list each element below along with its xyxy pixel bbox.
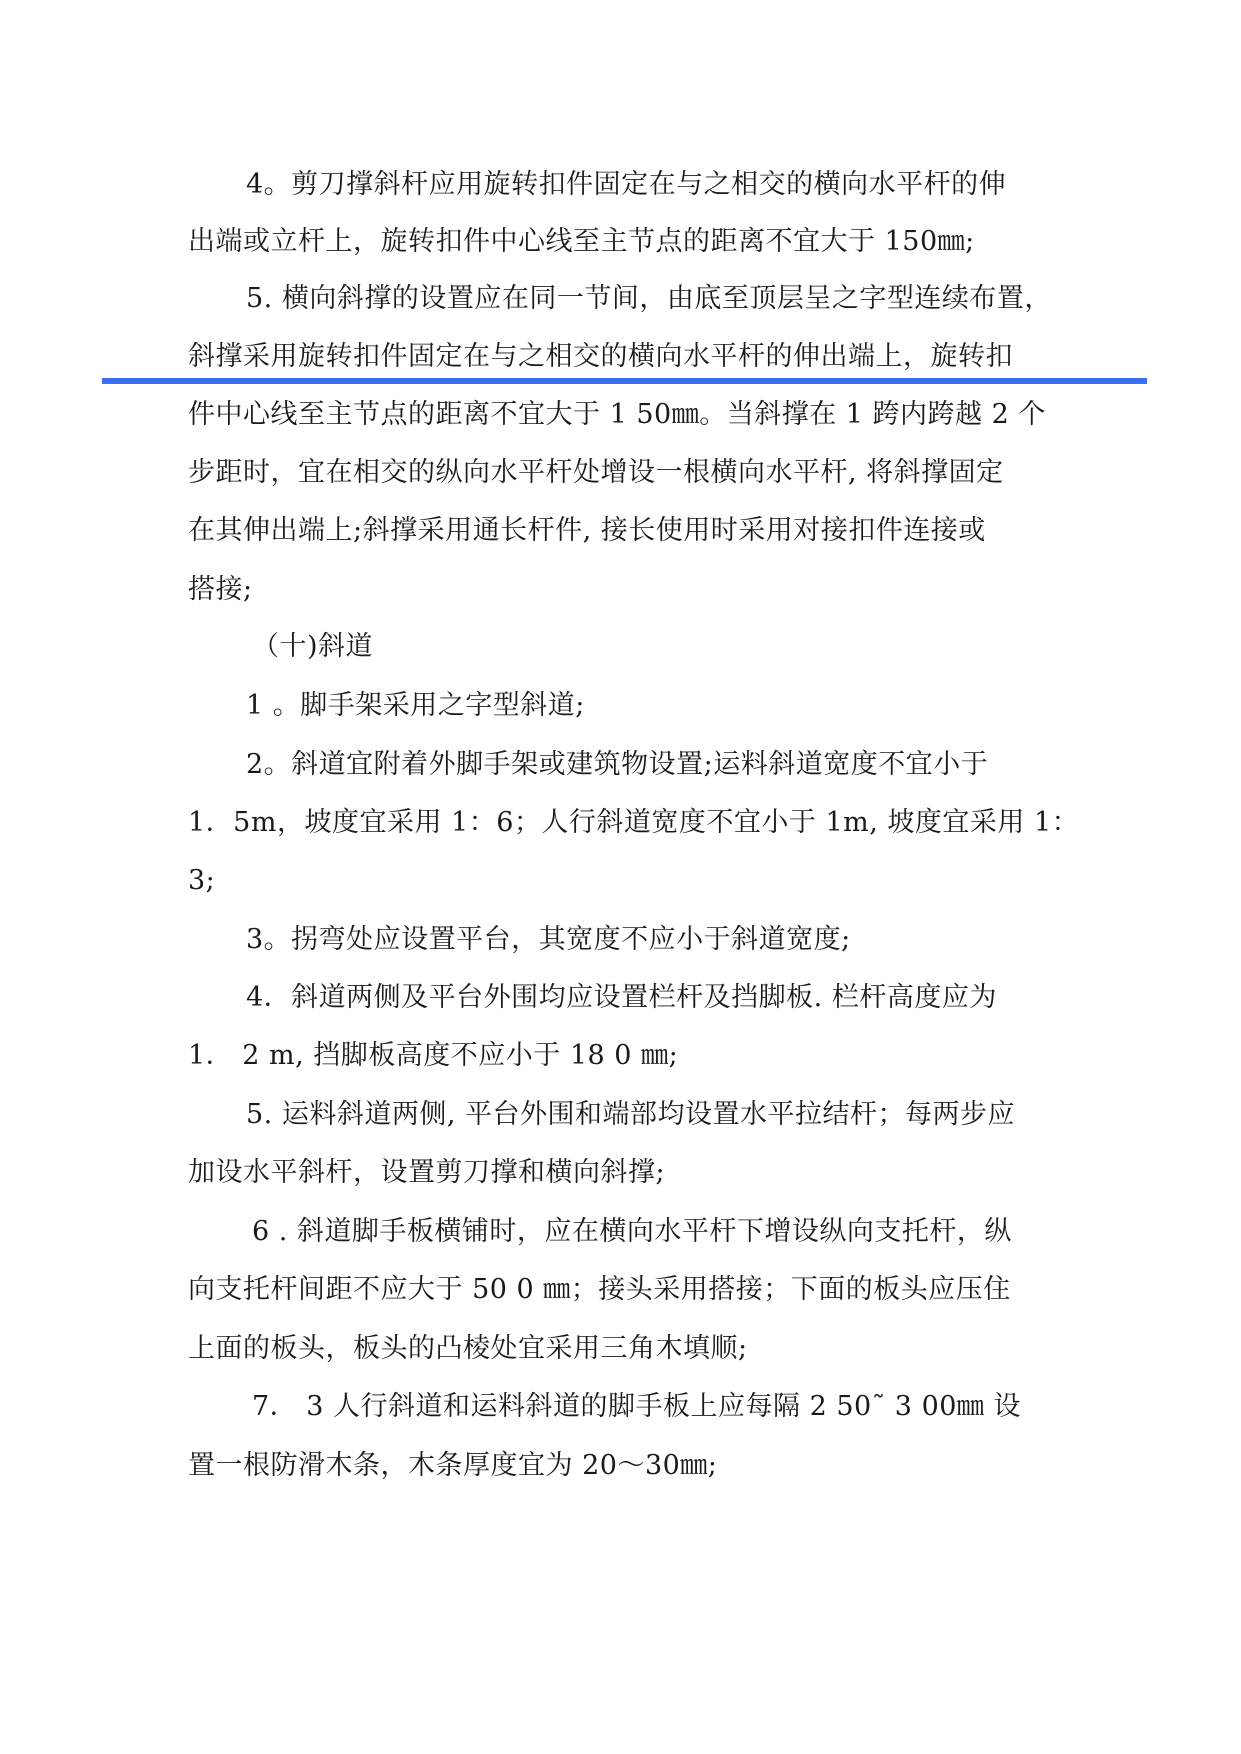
highlight-rule — [102, 378, 1147, 384]
text-line-18: 加设水平斜杆，设置剪刀撑和横向斜撑; — [188, 1157, 666, 1188]
text-line-11: 2。斜道宜附着外脚手架或建筑物设置;运料斜道宽度不宜小于 — [246, 749, 989, 780]
text-line-3: 5. 横向斜撑的设置应在同一节间，由底至顶层呈之字型连续布置， — [246, 283, 1052, 314]
text-line-4: 斜撑采用旋转扣件固定在与之相交的横向水平杆的伸出端上，旋转扣 — [188, 341, 1013, 372]
text-line-19: 6 . 斜道脚手板横铺时，应在横向水平杆下增设纵向支托杆，纵 — [252, 1216, 1012, 1247]
text-line-6: 步距时，宜在相交的纵向水平杆处增设一根横向水平杆, 将斜撑固定 — [188, 457, 1004, 488]
text-line-1: 4。剪刀撑斜杆应用旋转扣件固定在与之相交的横向水平杆的伸 — [246, 169, 1007, 200]
text-line-21: 上面的板头，板头的凸棱处宜采用三角木填顺; — [188, 1333, 748, 1364]
text-line-15: 4．斜道两侧及平台外围均应设置栏杆及挡脚板. 栏杆高度应为 — [246, 982, 997, 1013]
text-line-22: 7． 3 人行斜道和运料斜道的脚手板上应每隔 2 50˜ 3 00㎜ 设 — [252, 1391, 1022, 1422]
text-line-23: 置一根防滑木条，木条厚度宜为 20～30㎜; — [188, 1450, 718, 1481]
text-line-16: 1． 2 m, 挡脚板高度不应小于 18 0 ㎜; — [188, 1040, 679, 1071]
text-line-17: 5. 运料斜道两侧, 平台外围和端部均设置水平拉结杆；每两步应 — [246, 1099, 1016, 1130]
text-line-10: 1 。脚手架采用之字型斜道; — [246, 690, 585, 721]
text-line-2: 出端或立杆上，旋转扣件中心线至主节点的距离不宜大于 150㎜; — [188, 226, 975, 257]
section-heading: （十)斜道 — [252, 631, 374, 662]
text-line-14: 3。拐弯处应设置平台，其宽度不应小于斜道宽度; — [246, 924, 851, 955]
text-line-5: 件中心线至主节点的距离不宜大于 1 50㎜。当斜撑在 1 跨内跨越 2 个 — [188, 399, 1046, 430]
text-line-7: 在其伸出端上;斜撑采用通长杆件, 接长使用时采用对接扣件连接或 — [188, 515, 986, 546]
text-line-20: 向支托杆间距不应大于 50 0 ㎜；接头采用搭接；下面的板头应压住 — [188, 1274, 1011, 1305]
text-line-12: 1．5m，坡度宜采用 1：6；人行斜道宽度不宜小于 1m, 坡度宜采用 1： — [188, 807, 1080, 838]
text-line-8: 搭接; — [188, 574, 253, 605]
text-line-13: 3; — [188, 865, 216, 896]
